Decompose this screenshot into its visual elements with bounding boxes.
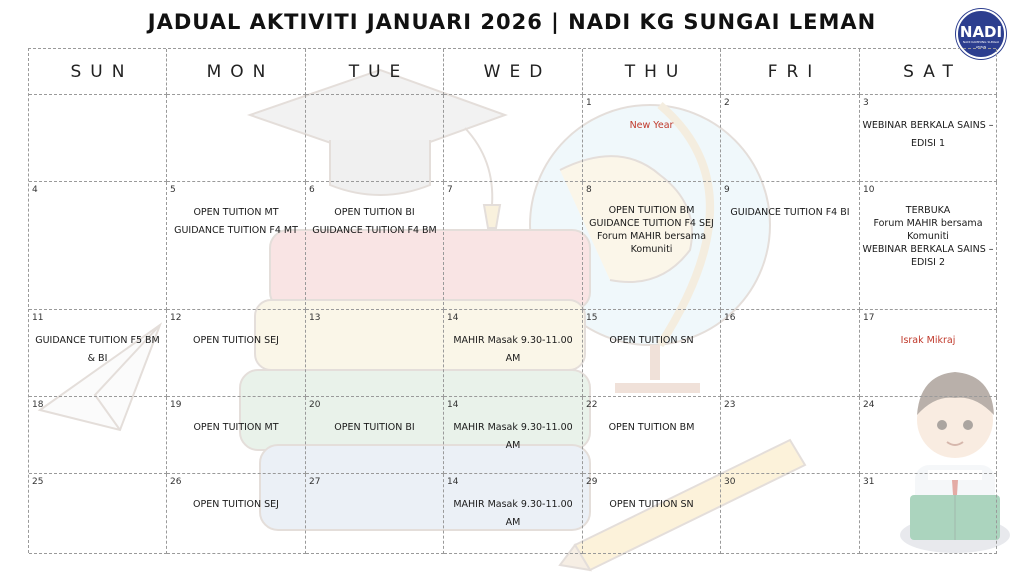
day-number: 9 (724, 185, 730, 195)
event-list (585, 204, 718, 256)
event-label: OPEN TUITION SEJ (193, 499, 279, 510)
holiday-label: New Year (629, 120, 674, 131)
weekday-header-fri: FRI (721, 49, 860, 95)
event-label: OPEN TUITION BM (608, 422, 695, 433)
weekday-header-sat: SAT (860, 49, 997, 95)
event-list (446, 332, 580, 368)
event-list (585, 117, 718, 135)
calendar-day-cell-thu (583, 474, 721, 554)
day-number: 7 (447, 185, 453, 195)
calendar-day-cell-wed (444, 397, 583, 474)
calendar-day-cell-wed (444, 95, 583, 182)
calendar-day-cell-sun (29, 474, 167, 554)
calendar-day-cell-sat (860, 474, 997, 554)
event-label: TERBUKA (905, 205, 951, 216)
event-list (585, 332, 718, 350)
calendar-day-cell-tue (306, 397, 444, 474)
holiday-label: Israk Mikraj (900, 335, 956, 346)
day-number: 1 (586, 98, 592, 108)
event-list (723, 204, 857, 222)
calendar-day-cell-sun (29, 397, 167, 474)
event-list (862, 332, 994, 350)
event-label: GUIDANCE TUITION F4 BI (730, 207, 850, 218)
event-label: MAHIR Masak 9.30-11.00 AM (453, 499, 573, 528)
event-label: GUIDANCE TUITION F4 MT (174, 225, 298, 236)
event-label: GUIDANCE TUITION F4 SEJ (589, 218, 714, 229)
event-list (585, 419, 718, 437)
event-list (585, 496, 718, 514)
calendar-day-cell-mon (167, 95, 306, 182)
event-label: GUIDANCE TUITION F5 BM & BI (35, 335, 160, 364)
day-number: 12 (170, 313, 182, 323)
calendar-day-cell-sat (860, 182, 997, 310)
day-number: 15 (586, 313, 598, 323)
event-label: OPEN TUITION SN (609, 499, 694, 510)
weekday-header-wed: WED (444, 49, 583, 95)
event-label: OPEN TUITION SN (609, 335, 694, 346)
day-number: 31 (863, 477, 875, 487)
calendar-day-cell-sat (860, 397, 997, 474)
day-number: 4 (32, 185, 38, 195)
event-list (308, 204, 441, 240)
logo-subtext: NADI KAMPUNG SUNGAI LEMAN (962, 40, 1000, 49)
event-label: WEBINAR BERKALA SAINS – EDISI 1 (862, 120, 994, 149)
calendar-day-cell-thu (583, 397, 721, 474)
calendar-day-cell-sun (29, 182, 167, 310)
day-number: 29 (586, 477, 598, 487)
event-list (308, 419, 441, 437)
calendar-day-cell-fri (721, 310, 860, 397)
day-number: 30 (724, 477, 736, 487)
day-number: 3 (863, 98, 869, 108)
event-list (169, 496, 303, 514)
day-number: 6 (309, 185, 315, 195)
calendar-day-cell-mon (167, 310, 306, 397)
calendar-day-cell-tue (306, 310, 444, 397)
event-list (31, 332, 164, 368)
weekday-header-thu: THU (583, 49, 721, 95)
day-number: 13 (309, 313, 321, 323)
event-label: OPEN TUITION SEJ (193, 335, 279, 346)
logo-text: NADI (959, 23, 1003, 41)
calendar-day-cell-sat (860, 95, 997, 182)
event-label: Forum MAHIR bersama Komuniti (596, 231, 707, 255)
event-label: OPEN TUITION MT (193, 207, 279, 218)
event-label: OPEN TUITION BM (608, 205, 695, 216)
calendar-day-cell-mon (167, 182, 306, 310)
day-number: 27 (309, 477, 321, 487)
event-label: OPEN TUITION BI (334, 207, 415, 218)
event-label: MAHIR Masak 9.30-11.00 AM (453, 335, 573, 364)
calendar-day-cell-fri (721, 474, 860, 554)
calendar-day-cell-thu (583, 95, 721, 182)
calendar-day-cell-fri (721, 397, 860, 474)
day-number: 14 (447, 477, 459, 487)
calendar-day-cell-tue (306, 182, 444, 310)
event-list (169, 204, 303, 240)
calendar-day-cell-sat (860, 310, 997, 397)
day-number: 26 (170, 477, 182, 487)
day-number: 18 (32, 400, 44, 410)
event-label: MAHIR Masak 9.30-11.00 AM (453, 422, 573, 451)
calendar-day-cell-thu (583, 182, 721, 310)
calendar-day-cell-mon (167, 474, 306, 554)
day-number: 11 (32, 313, 44, 323)
day-number: 2 (724, 98, 730, 108)
event-label: OPEN TUITION BI (334, 422, 415, 433)
day-number: 19 (170, 400, 182, 410)
weekday-header-sun: SUN (29, 49, 167, 95)
calendar-day-cell-fri (721, 95, 860, 182)
calendar-grid (28, 48, 996, 553)
event-list (862, 117, 994, 153)
event-list (169, 332, 303, 350)
calendar-day-cell-wed (444, 474, 583, 554)
calendar-day-cell-tue (306, 474, 444, 554)
page-title: JADUAL AKTIVITI JANUARI 2026 | NADI KG SUNGAI LEMAN (147, 10, 877, 34)
event-list (862, 204, 994, 269)
day-number: 22 (586, 400, 598, 410)
event-label: WEBINAR BERKALA SAINS – EDISI 2 (862, 244, 994, 268)
weekday-header-tue: TUE (306, 49, 444, 95)
event-label: OPEN TUITION MT (193, 422, 279, 433)
event-list (446, 496, 580, 532)
calendar-day-cell-mon (167, 397, 306, 474)
event-list (169, 419, 303, 437)
day-number: 8 (586, 185, 592, 195)
calendar-day-cell-tue (306, 95, 444, 182)
day-number: 23 (724, 400, 736, 410)
day-number: 25 (32, 477, 44, 487)
day-number: 17 (863, 313, 875, 323)
calendar-day-cell-fri (721, 182, 860, 310)
event-label: Forum MAHIR bersama Komuniti (873, 218, 983, 242)
day-number: 24 (863, 400, 875, 410)
calendar-day-cell-wed (444, 182, 583, 310)
day-number: 14 (447, 313, 459, 323)
calendar-day-cell-sun (29, 95, 167, 182)
calendar-day-cell-sun (29, 310, 167, 397)
event-list (446, 419, 580, 455)
calendar-day-cell-thu (583, 310, 721, 397)
weekday-header-mon: MON (167, 49, 306, 95)
calendar-day-cell-wed (444, 310, 583, 397)
day-number: 5 (170, 185, 176, 195)
day-number: 10 (863, 185, 875, 195)
day-number: 14 (447, 400, 459, 410)
day-number: 20 (309, 400, 321, 410)
event-label: GUIDANCE TUITION F4 BM (312, 225, 437, 236)
day-number: 16 (724, 313, 736, 323)
